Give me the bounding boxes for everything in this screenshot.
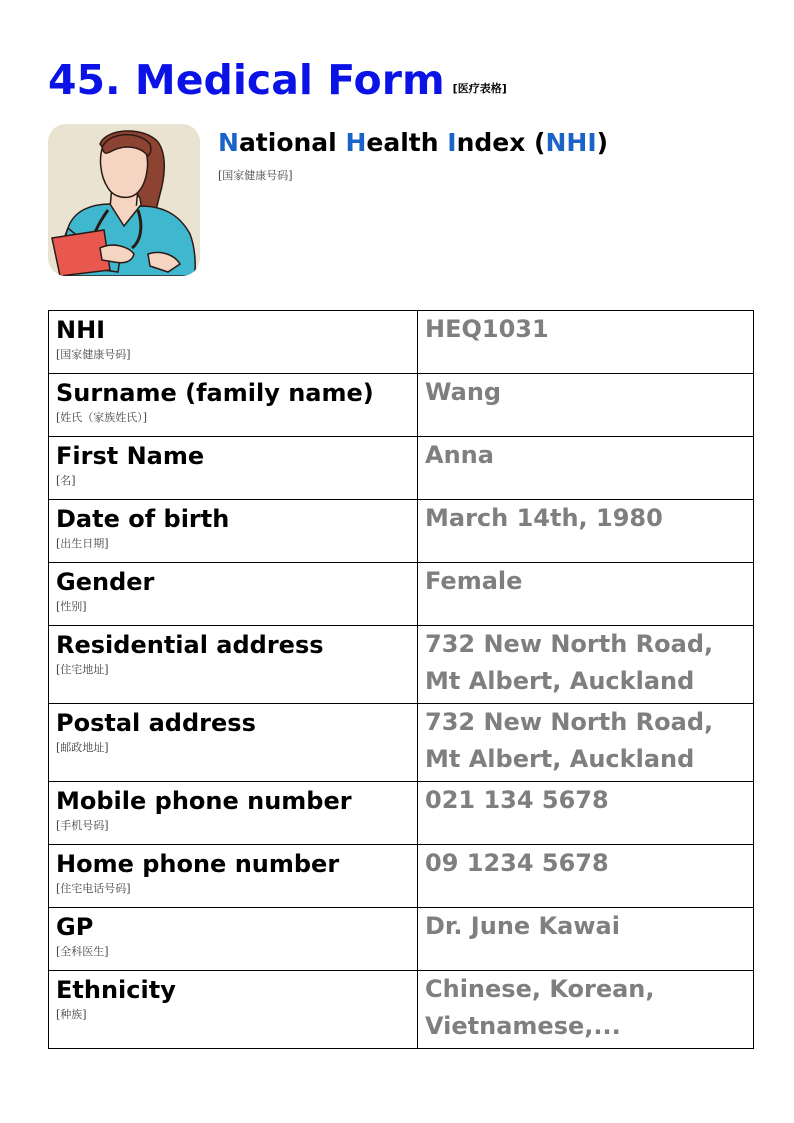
form-value-cell bbox=[418, 437, 754, 500]
subtitle-text: ndex ( bbox=[456, 128, 546, 157]
form-row bbox=[49, 626, 754, 704]
subtitle-initial: I bbox=[447, 128, 457, 157]
field-label: Ethnicity bbox=[56, 976, 176, 1004]
subtitle-text: ) bbox=[596, 128, 609, 157]
field-label: Mobile phone number bbox=[56, 787, 352, 815]
form-value-cell bbox=[418, 845, 754, 908]
form-value-cell bbox=[418, 971, 754, 1049]
form-row bbox=[49, 563, 754, 626]
form-row bbox=[49, 908, 754, 971]
field-label: Gender bbox=[56, 568, 155, 596]
field-label-zh: [种族] bbox=[56, 1008, 87, 1021]
field-value: 732 New North Road, Mt Albert, Auckland bbox=[425, 708, 714, 773]
subtitle-text: ealth bbox=[366, 128, 448, 157]
form-label-cell bbox=[49, 374, 418, 437]
form-value-cell bbox=[418, 563, 754, 626]
form-label-cell bbox=[49, 563, 418, 626]
form-label-cell bbox=[49, 500, 418, 563]
form-subtitle bbox=[218, 128, 608, 157]
nurse-icon bbox=[48, 124, 200, 276]
form-value-cell bbox=[418, 782, 754, 845]
subtitle-initial: NHI bbox=[545, 128, 597, 157]
form-value-cell bbox=[418, 704, 754, 782]
form-label-cell bbox=[49, 908, 418, 971]
field-label-zh: [住宅地址] bbox=[56, 663, 109, 676]
field-label-zh: [姓氏（家族姓氏）] bbox=[56, 411, 148, 424]
field-label: First Name bbox=[56, 442, 205, 470]
field-label: Date of birth bbox=[56, 505, 230, 533]
field-value: HEQ1031 bbox=[425, 315, 549, 343]
field-value: Dr. June Kawai bbox=[425, 912, 620, 940]
form-value-cell bbox=[418, 311, 754, 374]
form-row bbox=[49, 782, 754, 845]
form-row bbox=[49, 971, 754, 1049]
field-value: Female bbox=[425, 567, 523, 595]
page-title bbox=[48, 56, 507, 104]
medical-form-table bbox=[48, 310, 754, 1049]
page-title-zh: [医疗表格] bbox=[452, 82, 507, 95]
field-label: GP bbox=[56, 913, 94, 941]
form-value-cell bbox=[418, 908, 754, 971]
field-label-zh: [全科医生] bbox=[56, 945, 109, 958]
field-value: March 14th, 1980 bbox=[425, 504, 663, 532]
field-value: Wang bbox=[425, 378, 502, 406]
field-value: Anna bbox=[425, 441, 494, 469]
field-label-zh: [性别] bbox=[56, 600, 87, 613]
form-row bbox=[49, 311, 754, 374]
field-value: 021 134 5678 bbox=[425, 786, 609, 814]
form-row bbox=[49, 845, 754, 908]
field-label-zh: [邮政地址] bbox=[56, 741, 109, 754]
subtitle-initial: H bbox=[345, 128, 367, 157]
form-label-cell bbox=[49, 626, 418, 704]
field-label-zh: [住宅电话号码] bbox=[56, 882, 131, 895]
form-row bbox=[49, 500, 754, 563]
form-subtitle-zh: [国家健康号码] bbox=[218, 169, 293, 182]
form-row bbox=[49, 437, 754, 500]
subtitle-text: ational bbox=[238, 128, 346, 157]
field-label: Residential address bbox=[56, 631, 324, 659]
field-label: Home phone number bbox=[56, 850, 340, 878]
form-label-cell bbox=[49, 437, 418, 500]
form-row bbox=[49, 374, 754, 437]
subtitle-initial: N bbox=[218, 128, 239, 157]
form-label-cell bbox=[49, 311, 418, 374]
page-title-text: 45. Medical Form bbox=[48, 56, 445, 104]
form-value-cell bbox=[418, 500, 754, 563]
field-label-zh: [手机号码] bbox=[56, 819, 109, 832]
field-label: Surname (family name) bbox=[56, 379, 374, 407]
field-value: Chinese, Korean, Vietnamese,... bbox=[425, 975, 655, 1040]
form-row bbox=[49, 704, 754, 782]
form-label-cell bbox=[49, 971, 418, 1049]
field-label-zh: [国家健康号码] bbox=[56, 348, 131, 361]
form-value-cell bbox=[418, 374, 754, 437]
form-value-cell bbox=[418, 626, 754, 704]
form-label-cell bbox=[49, 845, 418, 908]
field-label: NHI bbox=[56, 316, 106, 344]
form-label-cell bbox=[49, 782, 418, 845]
field-label-zh: [出生日期] bbox=[56, 537, 109, 550]
form-label-cell bbox=[49, 704, 418, 782]
field-value: 732 New North Road, Mt Albert, Auckland bbox=[425, 630, 714, 695]
field-label-zh: [名] bbox=[56, 474, 76, 487]
field-label: Postal address bbox=[56, 709, 256, 737]
field-value: 09 1234 5678 bbox=[425, 849, 609, 877]
